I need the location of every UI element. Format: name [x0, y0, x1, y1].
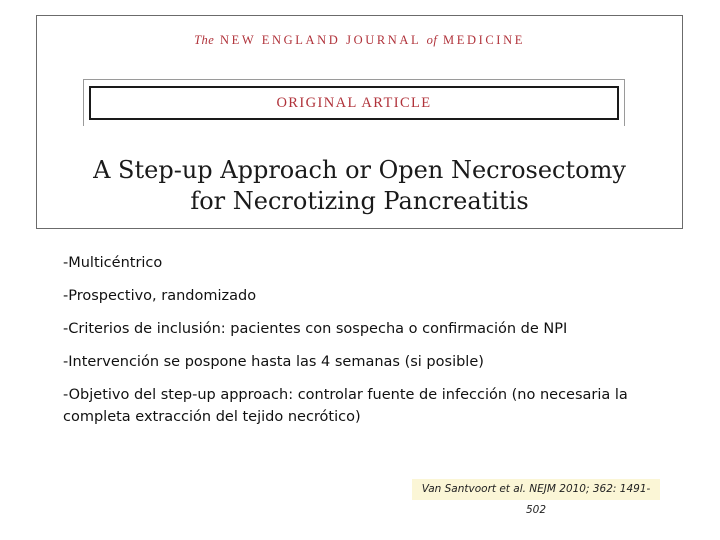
journal-name-part2: MEDICINE — [443, 33, 525, 47]
article-title-line-2: for Necrotizing Pancreatitis — [190, 187, 529, 215]
article-title — [37, 155, 682, 217]
article-title-line-1: A Step-up Approach or Open Necrosectomy — [93, 156, 626, 184]
study-point-multicenter: -Multicéntrico — [63, 255, 163, 271]
study-point-objective: -Objetivo del step-up approach: controlar fuente de infección (no necesaria la completa extracción del tejido necrótico) — [63, 387, 628, 425]
section-banner-frame — [83, 79, 625, 126]
journal-name-part1: NEW ENGLAND JOURNAL — [220, 33, 421, 47]
section-label: ORIGINAL ARTICLE — [276, 95, 432, 111]
study-point-intervention-timing: -Intervención se pospone hasta las 4 semanas (si posible) — [63, 354, 484, 370]
section-banner — [89, 86, 619, 120]
journal-masthead — [37, 33, 682, 48]
journal-of: of — [426, 33, 438, 47]
article-header-image — [36, 15, 683, 229]
citation-box: Van Santvoort et al. NEJM 2010; 362: 1491-502 — [412, 479, 660, 500]
study-point-prospective: -Prospectivo, randomizado — [63, 288, 257, 304]
study-point-inclusion-criteria: -Criterios de inclusión: pacientes con sospecha o confirmación de NPI — [63, 321, 568, 337]
journal-the: The — [194, 33, 215, 47]
study-points-list — [63, 252, 663, 428]
